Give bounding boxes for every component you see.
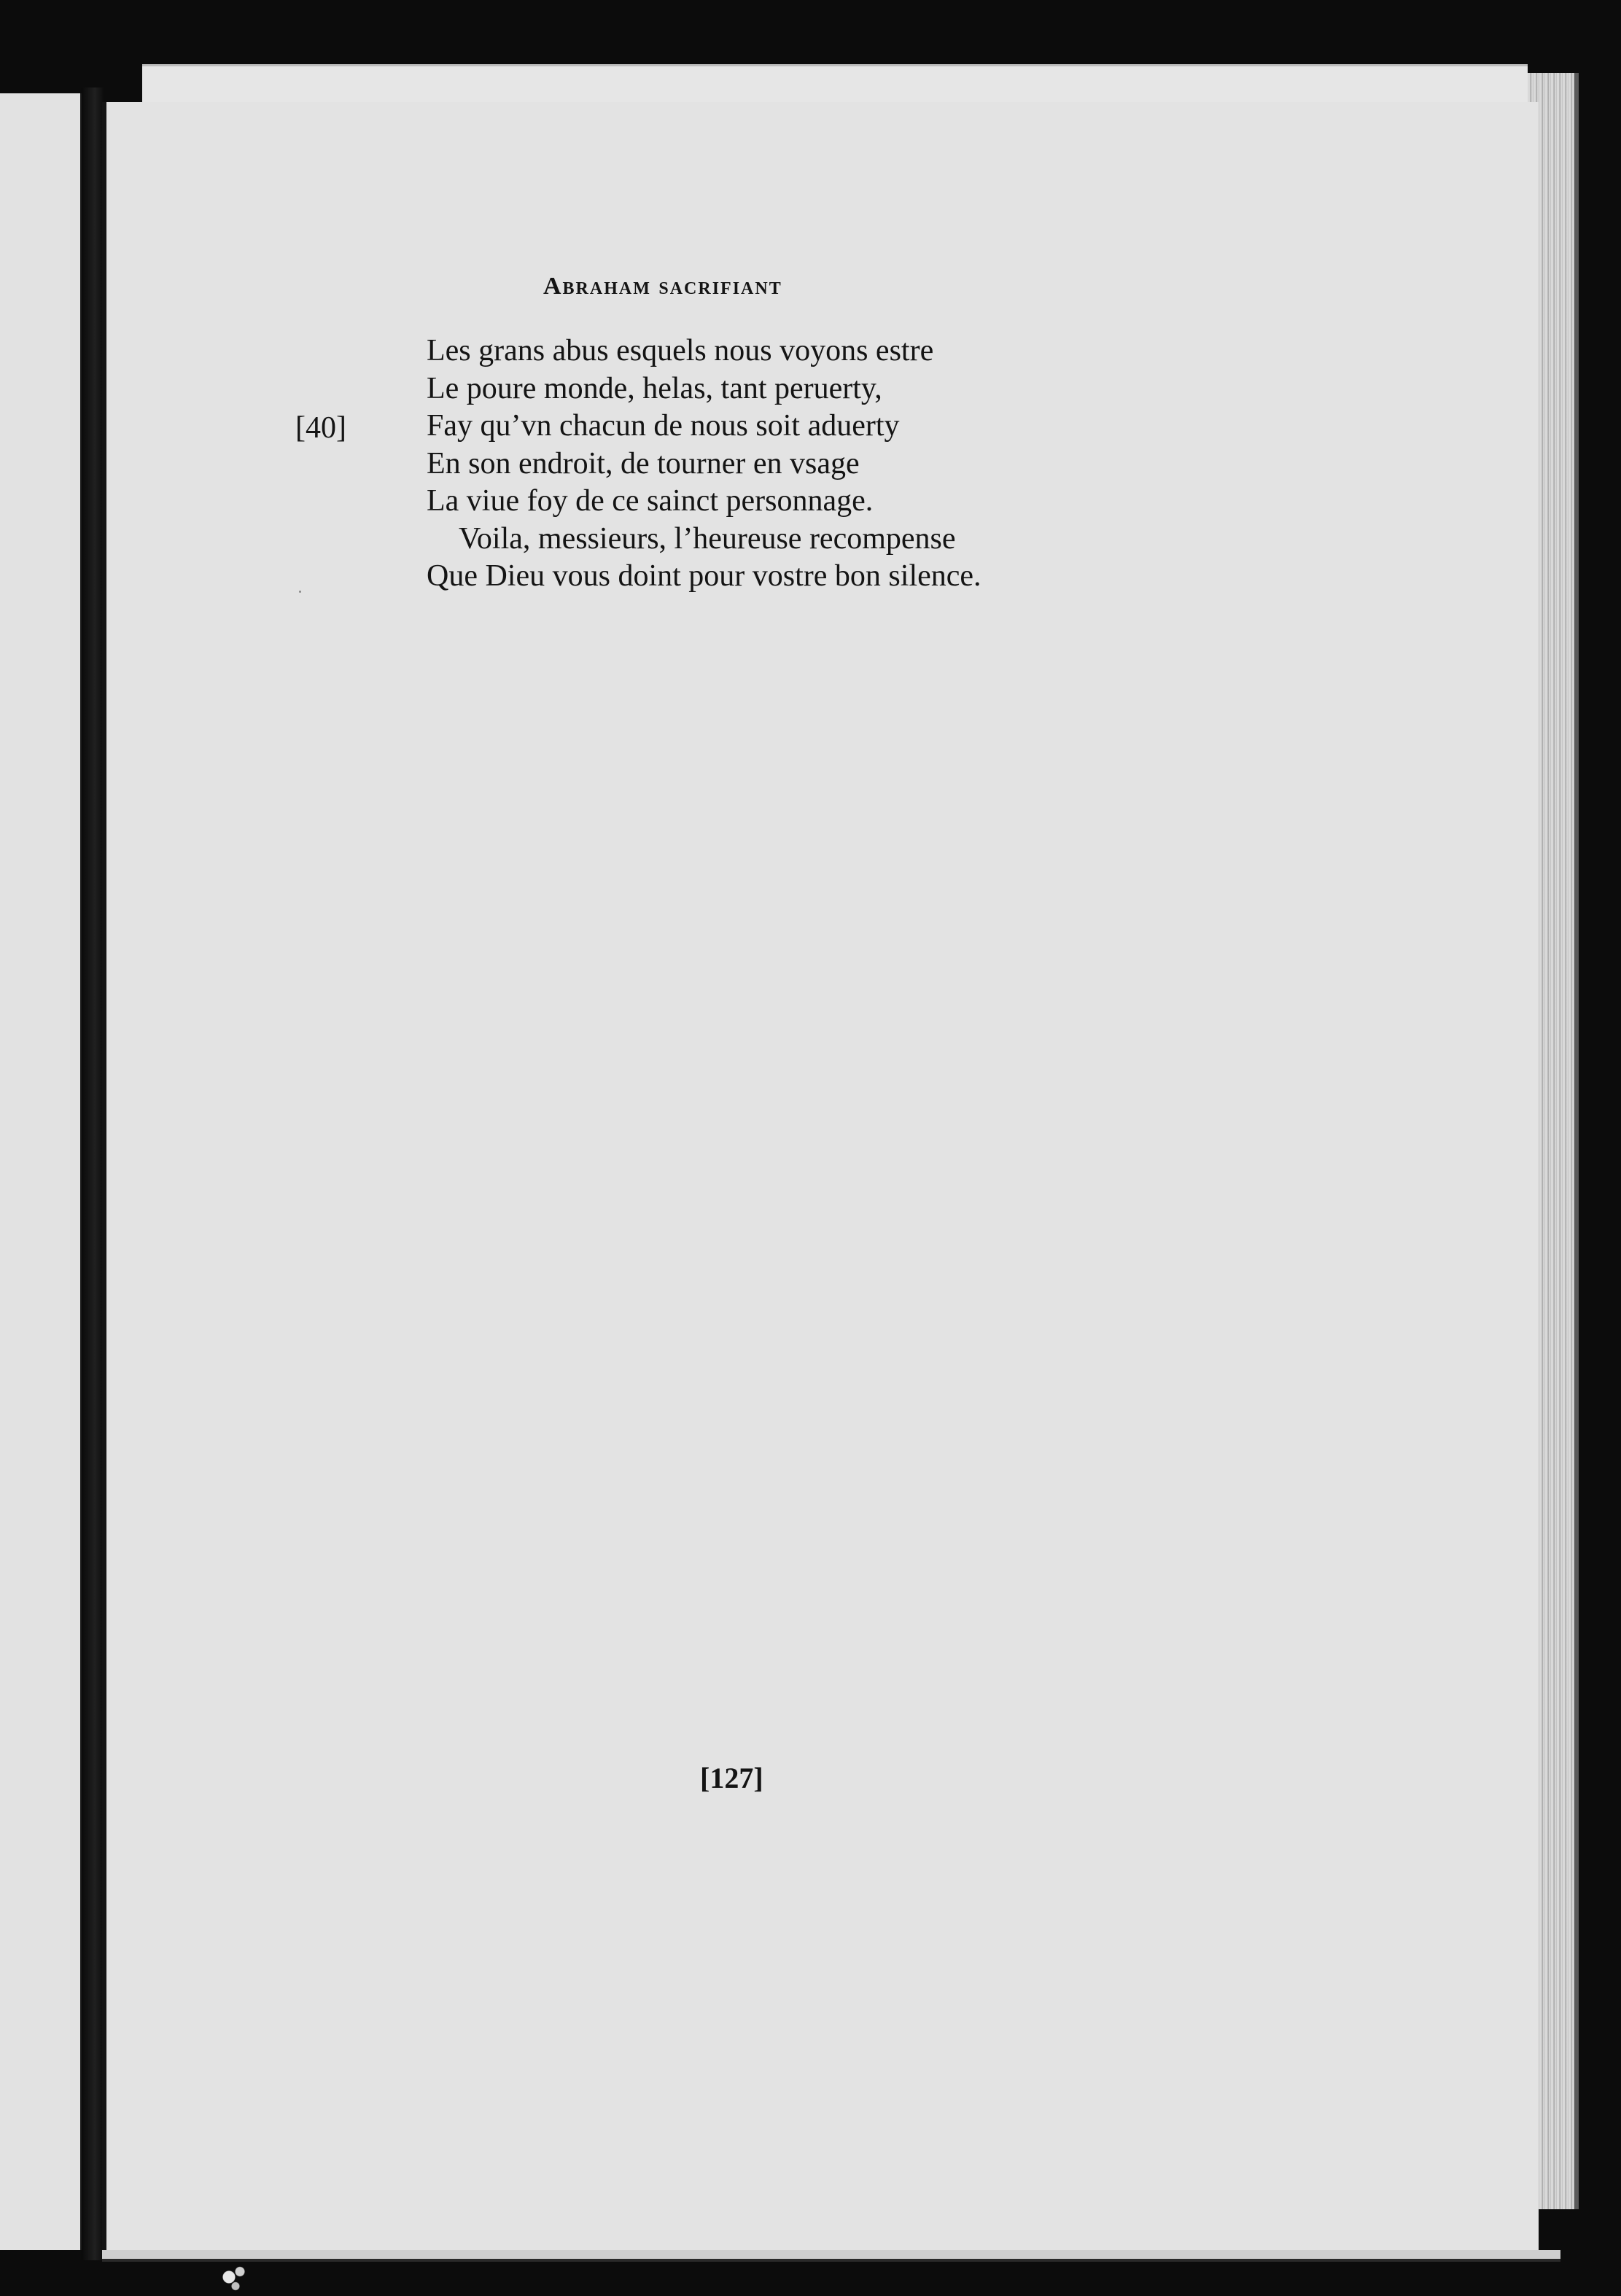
verse-line: Que Dieu vous doint pour vostre bon silence.: [427, 559, 981, 593]
running-head: Abraham sacrifiant: [543, 273, 782, 300]
paper-speck: [299, 591, 301, 593]
book-gutter: [82, 87, 104, 2260]
page-number: [127]: [700, 1762, 763, 1794]
facing-page-edge: [0, 93, 83, 2250]
scan-artifact: [211, 2259, 255, 2295]
verse-block: [427, 332, 981, 596]
bottom-page-edge: [102, 2250, 1560, 2262]
verse-line: Voila, messieurs, l’heureuse recompense: [459, 521, 956, 556]
verse-line: Fay qu’vn chacun de nous soit aduerty: [427, 409, 900, 443]
verse-line: Les grans abus esquels nous voyons estre: [427, 334, 934, 367]
verse-line: La viue foy de ce sainct personnage.: [427, 484, 874, 518]
verse-line: En son endroit, de tourner en vsage: [427, 446, 860, 480]
line-number: [40]: [295, 411, 346, 445]
verse-line: Le poure monde, helas, tant peruerty,: [427, 371, 882, 405]
